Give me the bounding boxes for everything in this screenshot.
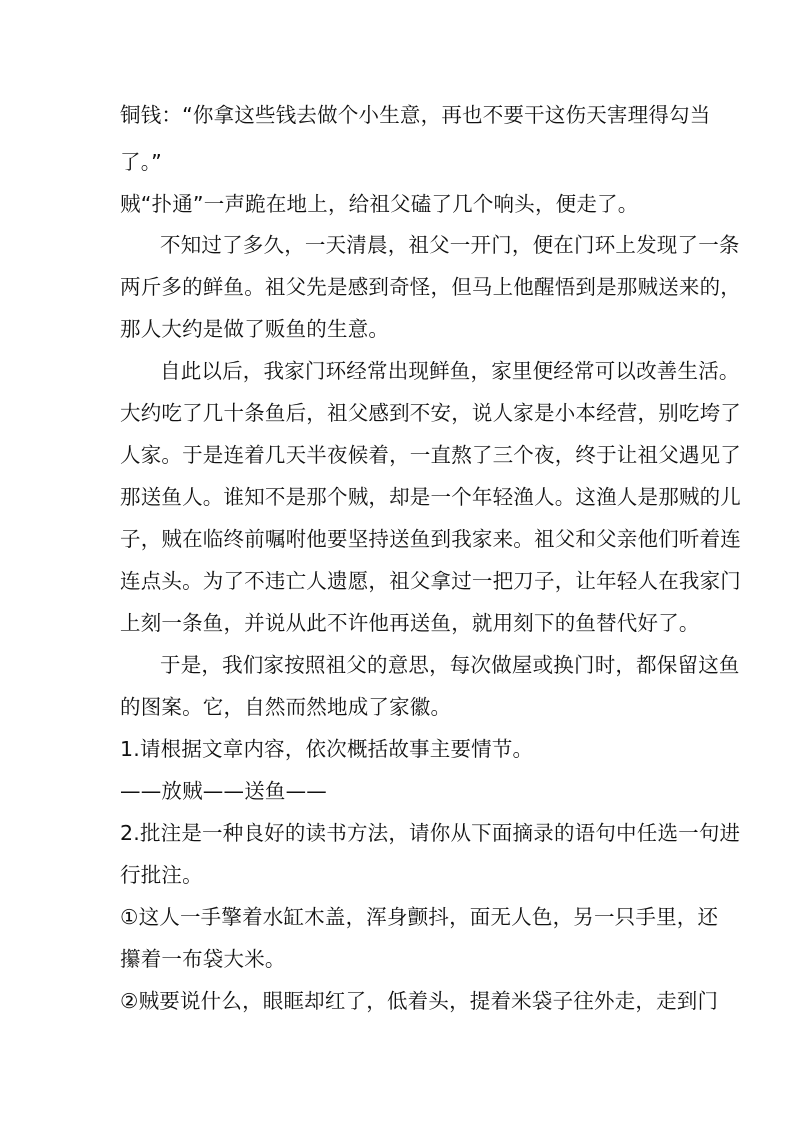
paragraph-line: 人家。于是连着几天半夜候着，一直熬了三个夜，终于让祖父遇见了 <box>120 443 741 467</box>
paragraph-line: 上刻一条鱼，并说从此不许他再送鱼，就用刻下的鱼替代好了。 <box>120 611 700 635</box>
sentence-1-continued: 攥着一布袋大米。 <box>120 947 286 971</box>
paragraph-line: 于是，我们家按照祖父的意思，每次做屋或换门时，都保留这鱼 <box>160 653 740 677</box>
paragraph-line: 铜钱：“你拿这些钱去做个小生意，再也不要干这伤天害理得勾当 <box>120 103 711 127</box>
paragraph-line: 那送鱼人。谁知不是那个贼，却是一个年轻渔人。这渔人是那贼的儿 <box>120 485 741 509</box>
question-1: 1.请根据文章内容，依次概括故事主要情节。 <box>120 737 534 761</box>
question-2: 2.批注是一种良好的读书方法，请你从下面摘录的语句中任选一句进 <box>120 821 741 845</box>
paragraph-line: 贼“扑通”一声跪在地上，给祖父磕了几个响头，便走了。 <box>120 192 639 216</box>
paragraph-line: 不知过了多久，一天清晨，祖父一开门，便在门环上发现了一条 <box>160 233 740 257</box>
question-1-answer-template: ——放贼——送鱼—— <box>120 779 327 803</box>
paragraph-line: 两斤多的鲜鱼。祖父先是感到奇怪，但马上他醒悟到是那贼送来的， <box>120 275 741 299</box>
paragraph-line: 连点头。为了不违亡人遗愿，祖父拿过一把刀子，让年轻人在我家门 <box>120 569 741 593</box>
paragraph-line: 了。” <box>120 150 162 174</box>
question-2-continued: 行批注。 <box>120 863 203 887</box>
paragraph-line: 子，贼在临终前嘱咐他要坚持送鱼到我家来。祖父和父亲他们听着连 <box>120 527 741 551</box>
sentence-2: ②贼要说什么，眼眶却红了，低着头，提着米袋子往外走，走到门 <box>120 989 719 1013</box>
paragraph-line: 大约吃了几十条鱼后，祖父感到不安，说人家是小本经营，别吃垮了 <box>120 401 741 425</box>
paragraph-line: 那人大约是做了贩鱼的生意。 <box>120 317 390 341</box>
paragraph-line: 自此以后，我家门环经常出现鲜鱼，家里便经常可以改善生活。 <box>160 359 740 383</box>
sentence-1: ①这人一手擎着水缸木盖，浑身颤抖，面无人色，另一只手里，还 <box>120 905 719 929</box>
paragraph-line: 的图案。它，自然而然地成了家徽。 <box>120 695 452 719</box>
